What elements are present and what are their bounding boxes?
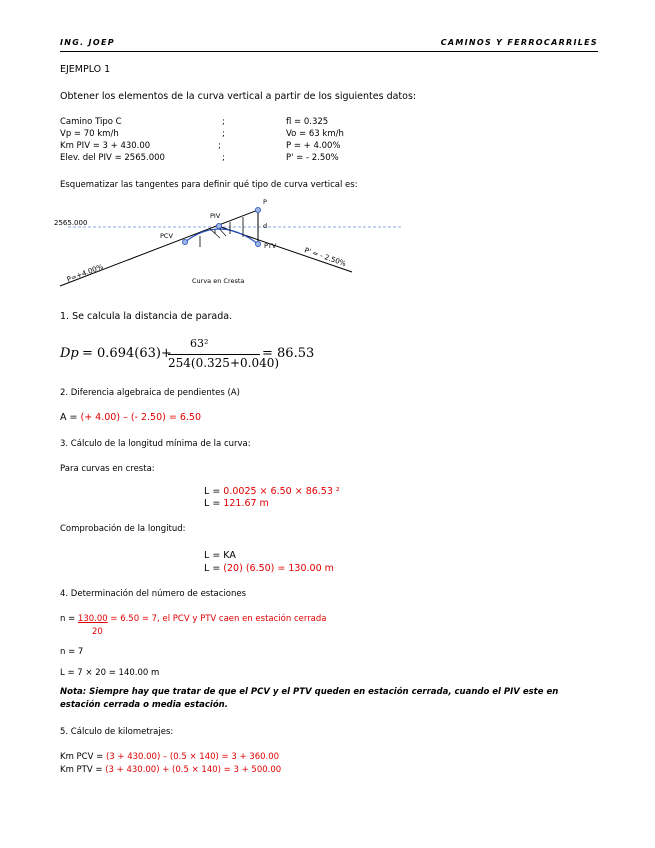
km-pcv-rhs: (3 + 430.00) – (0.5 × 140) = 3 + 360.00 — [105, 752, 280, 762]
a-rhs: (+ 4.00) – (- 2.50) = 6.50 — [80, 412, 201, 423]
header-rule — [60, 51, 598, 52]
d-label: d — [263, 222, 268, 230]
slope-in-label: P=+4.00% — [65, 262, 105, 284]
dp-denominator: 254(0.325+0.040) — [168, 356, 280, 370]
section-4-heading: 4. Determinación del número de estaciones — [60, 589, 247, 599]
km-ptv-lhs: Km PTV = — [60, 765, 106, 775]
sketch-intro: Esquematizar las tangentes para definir qué tipo de curva vertical es: — [60, 180, 358, 190]
l3-formula: L = KA — [204, 550, 236, 561]
data-row-4-left: Elev. del PIV = 2565.000 — [60, 153, 165, 163]
dp-result: = 86.53 — [262, 346, 315, 361]
ptv-label: PTV — [264, 242, 277, 250]
n-lhs: n = — [60, 614, 78, 624]
ptv-point — [255, 241, 260, 246]
dp-lhs: Dp — [60, 346, 79, 361]
section-2-heading: 2. Diferencia algebraica de pendientes (A) — [60, 388, 240, 398]
l-equals: L = 7 × 20 = 140.00 m — [60, 668, 160, 678]
l1-rhs: 0.0025 × 6.50 × 86.53 ² — [223, 486, 340, 497]
piv-label: PIV — [210, 212, 221, 220]
n-numerator: 130.00 — [77, 614, 108, 624]
vertical-curve-diagram — [50, 192, 410, 292]
slope-out-label: P' = - 2.50% — [303, 246, 348, 269]
piv-point — [216, 223, 221, 228]
section-3-heading: 3. Cálculo de la longitud mínima de la curva: — [60, 439, 251, 449]
dp-eq: = 0.694(63)+ — [82, 346, 172, 361]
l1-lhs: L = — [204, 486, 224, 497]
a-lhs: A = — [60, 412, 81, 423]
intro-text: Obtener los elementos de la curva vertical a partir de los siguientes datos: — [60, 91, 417, 102]
data-row-3-right: P = + 4.00% — [286, 141, 341, 151]
data-row-4-right: P' = - 2.50% — [286, 153, 339, 163]
data-row-4-sep: ; — [222, 153, 225, 163]
data-row-1-left: Camino Tipo C — [60, 117, 122, 127]
data-row-1-right: fl = 0.325 — [286, 117, 329, 127]
l4-rhs: (20) (6.50) = 130.00 m — [223, 563, 334, 574]
data-row-3-left: Km PIV = 3 + 430.00 — [60, 141, 151, 151]
p-point — [255, 207, 260, 212]
data-row-3-sep: ; — [218, 141, 221, 151]
l2-rhs: 121.67 m — [223, 498, 269, 509]
crest-subheading: Para curvas en cresta: — [60, 464, 155, 474]
section-5-heading: 5. Cálculo de kilometrajes: — [60, 727, 174, 737]
elev-label: 2565.000 — [54, 219, 88, 227]
data-row-2-sep: ; — [222, 129, 225, 139]
n-denominator: 20 — [92, 627, 103, 637]
example-title: EJEMPLO 1 — [60, 64, 111, 75]
data-row-1-sep: ; — [222, 117, 225, 127]
data-row-2-right: Vo = 63 km/h — [286, 129, 344, 139]
dp-numerator: 63² — [190, 337, 209, 350]
section-1-heading: 1. Se calcula la distancia de parada. — [60, 311, 233, 322]
station-note: Nota: Siempre hay que tratar de que el PCV y el PTV queden en estación cerrada, cuando el PIV este en estación cerrada o media estación. — [60, 687, 559, 710]
km-ptv-rhs: (3 + 430.00) + (0.5 × 140) = 3 + 500.00 — [105, 765, 282, 775]
km-pcv-lhs: Km PCV = — [60, 752, 106, 762]
diagram-caption: Curva en Cresta — [192, 277, 245, 285]
pcv-label: PCV — [160, 232, 173, 240]
check-heading: Comprobación de la longitud: — [60, 524, 186, 534]
pcv-point — [182, 239, 187, 244]
data-row-2-left: Vp = 70 km/h — [60, 129, 119, 139]
p-label: P — [263, 198, 267, 206]
n-rest: = 6.50 = 7, el PCV y PTV caen en estación cerrada — [107, 614, 327, 624]
l2-lhs: L = — [204, 498, 224, 509]
dp-fraction-bar — [168, 354, 260, 355]
header-left: ING. JOEP — [60, 38, 115, 47]
l4-lhs: L = — [204, 563, 224, 574]
n-equals: n = 7 — [60, 647, 84, 657]
header-right: CAMINOS Y FERROCARRILES — [440, 38, 598, 47]
